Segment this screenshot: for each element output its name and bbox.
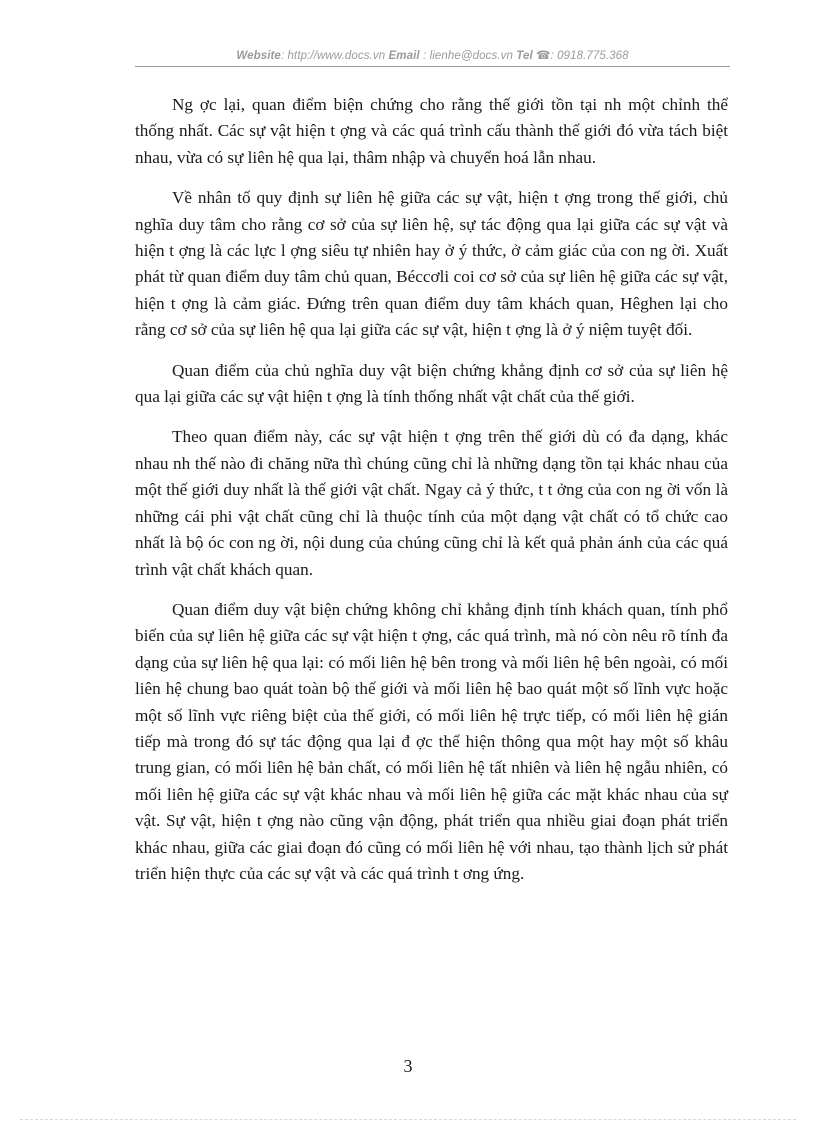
email-label: Email (388, 50, 420, 62)
paragraph-4: Theo quan điểm này, các sự vật hiện t ợng trên thế giới dù có đa dạng, khác nhau nh thế nào đi chăng nữa thì chúng cũng chỉ là những dạng tồn tại khác nhau của một thế giới duy nhất là thế giới vật chất. Ngay cả ý thức, t t ởng của con ng ời vốn là những cái phi vật chất cũng chỉ là thuộc tính của một dạng vật chất có tổ chức cao nhất là bộ óc con ng ời, nội dung của chúng cũng chỉ là kết quả phản ánh của các quá trình vật chất khách quan. (135, 427, 728, 579)
website-label: Website (236, 50, 281, 62)
phone-icon: ☎ (536, 50, 551, 62)
paragraph-2: Về nhân tố quy định sự liên hệ giữa các sự vật, hiện t ợng trong thế giới, chủ nghĩa duy tâm cho rằng cơ sở của sự liên hệ, sự tác động qua lại giữa các sự vật và hiện t ợng là các lực l ợng siêu tự nhiên hay ở ý thức, ở cảm giác của con ng ời. Xuất phát từ quan điểm duy tâm chủ quan, Béccơli coi cơ sở của sự liên hệ giữa các sự vật, hiện t ợng là cảm giác. Đứng trên quan điểm duy tâm khách quan, Hêghen lại cho rằng cơ sở của sự liên hệ qua lại giữa các sự vật, hiện t ợng là ở ý niệm tuyệt đối. (135, 188, 728, 340)
email-value[interactable]: : lienhe@docs.vn (422, 50, 513, 62)
paragraph-5: Quan điểm duy vật biện chứng không chỉ khẳng định tính khách quan, tính phổ biến của sự liên hệ giữa các sự vật hiện t ợng, các quá trình, mà nó còn nêu rõ tính đa dạng của sự liên hệ qua lại: có mối liên hệ bên trong và mối liên hệ bên ngoài, có mối liên hệ chung bao quát toàn bộ thế giới và mối liên hệ bao quát một số lĩnh vực hoặc một số lĩnh vực riêng biệt của thế giới, có mối liên hệ trực tiếp, có mối liên hệ gián tiếp mà trong đó sự tác động qua lại đ ợc thể hiện thông qua một hay một số khâu trung gian, có mối liên hệ bản chất, có mối liên hệ tất nhiên và liên hệ ngẫu nhiên, có mối liên hệ giữa các sự vật khác nhau và mối liên hệ giữa các mặt khác nhau của sự vật. Sự vật, hiện t ợng nào cũng vận động, phát triển qua nhiều giai đoạn phát triển khác nhau, giữa các giai đoạn đó cũng có mối liên hệ với nhau, tạo thành lịch sử phát triển hiện thực của các sự vật và các quá trình t ơng ứng. (135, 599, 728, 883)
tel-label: Tel (516, 50, 533, 62)
document-body (135, 92, 728, 901)
paragraph-1: Ng ợc lại, quan điểm biện chứng cho rằng thế giới tồn tại nh một chỉnh thể thống nhất. Các sự vật hiện t ợng và các quá trình cấu thành thế giới đó vừa tách biệt nhau, vừa có sự liên hệ qua lại, thâm nhập và chuyển hoá lẫn nhau. (135, 95, 728, 167)
tel-value: : 0918.775.368 (550, 50, 629, 62)
header-divider (135, 66, 730, 67)
page-header (135, 48, 730, 62)
page-number: 3 (403, 1056, 413, 1076)
page-bottom-edge (20, 1119, 796, 1120)
website-value[interactable]: : http://www.docs.vn (280, 50, 386, 62)
paragraph-3: Quan điểm của chủ nghĩa duy vật biện chứng khẳng định cơ sở của sự liên hệ qua lại giữa các sự vật hiện t ợng là tính thống nhất vật chất của thế giới. (135, 360, 728, 407)
